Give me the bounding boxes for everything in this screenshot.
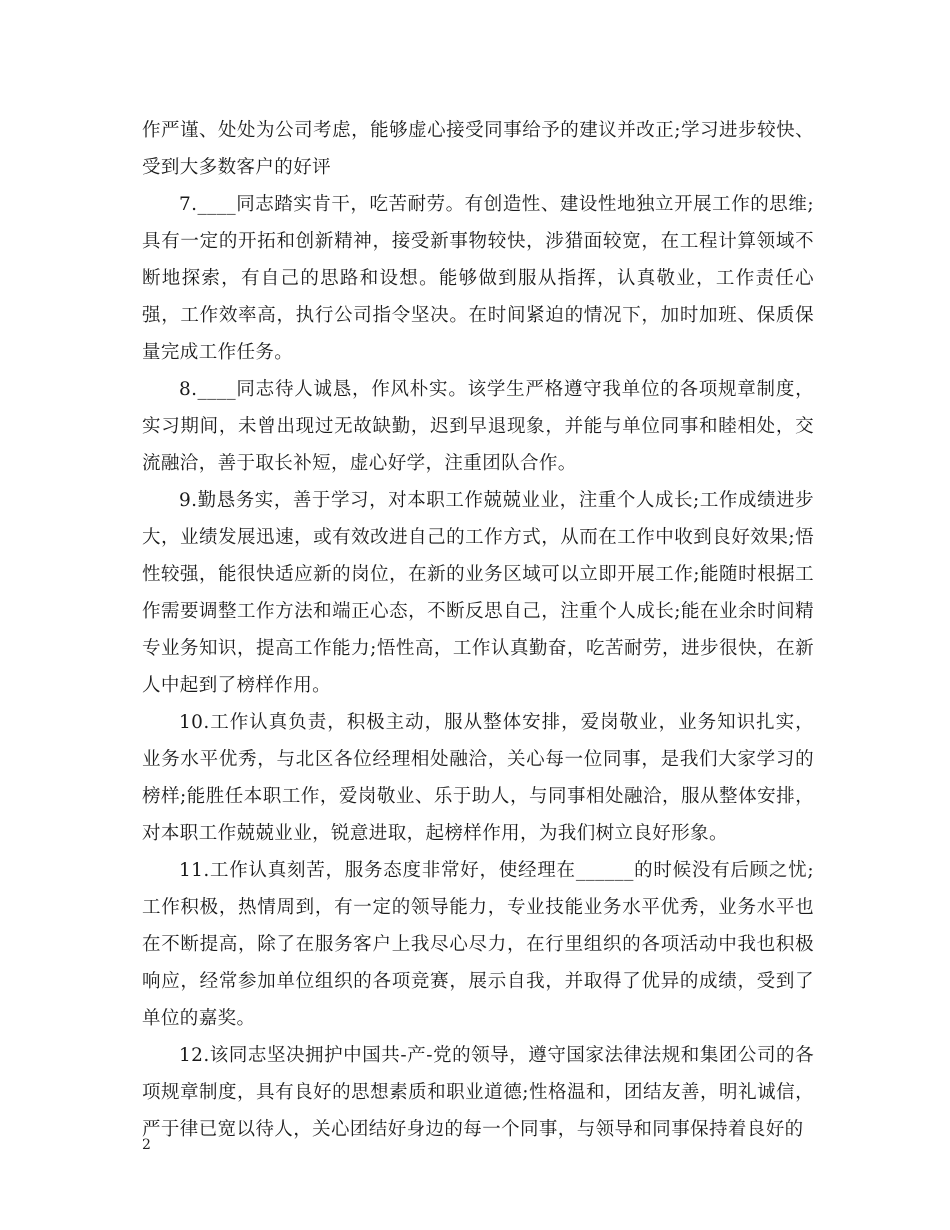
- paragraph-item-11: 11.工作认真刻苦，服务态度非常好，使经理在______的时候没有后顾之忧;工作积极，热情周到，有一定的领导能力，专业技能业务水平优秀，业务水平也在不断提高，除了在服务客户上我尽心尽力，在行里组织的各项活动中我也积极响应，经常参加单位组织的各项竞赛，展示自我，并取得了优异的成绩，受到了单位的嘉奖。: [142, 860, 814, 1029]
- paragraph-item-12: 12.该同志坚决拥护中国共-产-党的领导，遵守国家法律法规和集团公司的各项规章制度，具有良好的思想素质和职业道德;性格温和，团结友善，明礼诚信，严于律已宽以待人，关心团结好身边的每一个同事，与领导和同事保持着良好的: [142, 1045, 814, 1140]
- paragraph-continuation: 作严谨、处处为公司考虑，能够虚心接受同事给予的建议并改正;学习进步较快、受到大多数客户的好评: [142, 120, 814, 178]
- paragraph-item-7: 7.____同志踏实肯干，吃苦耐劳。有创造性、建设性地独立开展工作的思维;具有一定的开拓和创新精神，接受新事物较快，涉猎面较宽，在工程计算领域不断地探索，有自己的思路和设想。能够做到服从指挥，认真敬业，工作责任心强，工作效率高，执行公司指令坚决。在时间紧迫的情况下，加时加班、保质保量完成工作任务。: [142, 194, 814, 363]
- document-body: [142, 112, 814, 1148]
- paragraph-item-9: 9.勤恳务实，善于学习，对本职工作兢兢业业，注重个人成长;工作成绩进步大，业绩发展迅速，或有效改进自己的工作方式，从而在工作中收到良好效果;悟性较强，能很快适应新的岗位，在新的业务区域可以立即开展工作;能随时根据工作需要调整工作方法和端正心态，不断反思自己，注重个人成长;能在业余时间精专业务知识，提高工作能力;悟性高，工作认真勤奋，吃苦耐劳，进步很快，在新人中起到了榜样作用。: [142, 490, 814, 696]
- page-number: 2: [142, 1137, 151, 1153]
- paragraph-item-10: 10.工作认真负责，积极主动，服从整体安排，爱岗敬业，业务知识扎实，业务水平优秀，与北区各位经理相处融洽，关心每一位同事，是我们大家学习的榜样;能胜任本职工作，爱岗敬业、乐于助人，与同事相处融洽，服从整体安排，对本职工作兢兢业业，锐意进取，起榜样作用，为我们树立良好形象。: [142, 712, 814, 844]
- paragraph-item-8: 8.____同志待人诚恳，作风朴实。该学生严格遵守我单位的各项规章制度，实习期间，未曾出现过无故缺勤，迟到早退现象，并能与单位同事和睦相处，交流融洽，善于取长补短，虚心好学，注重团队合作。: [142, 379, 814, 474]
